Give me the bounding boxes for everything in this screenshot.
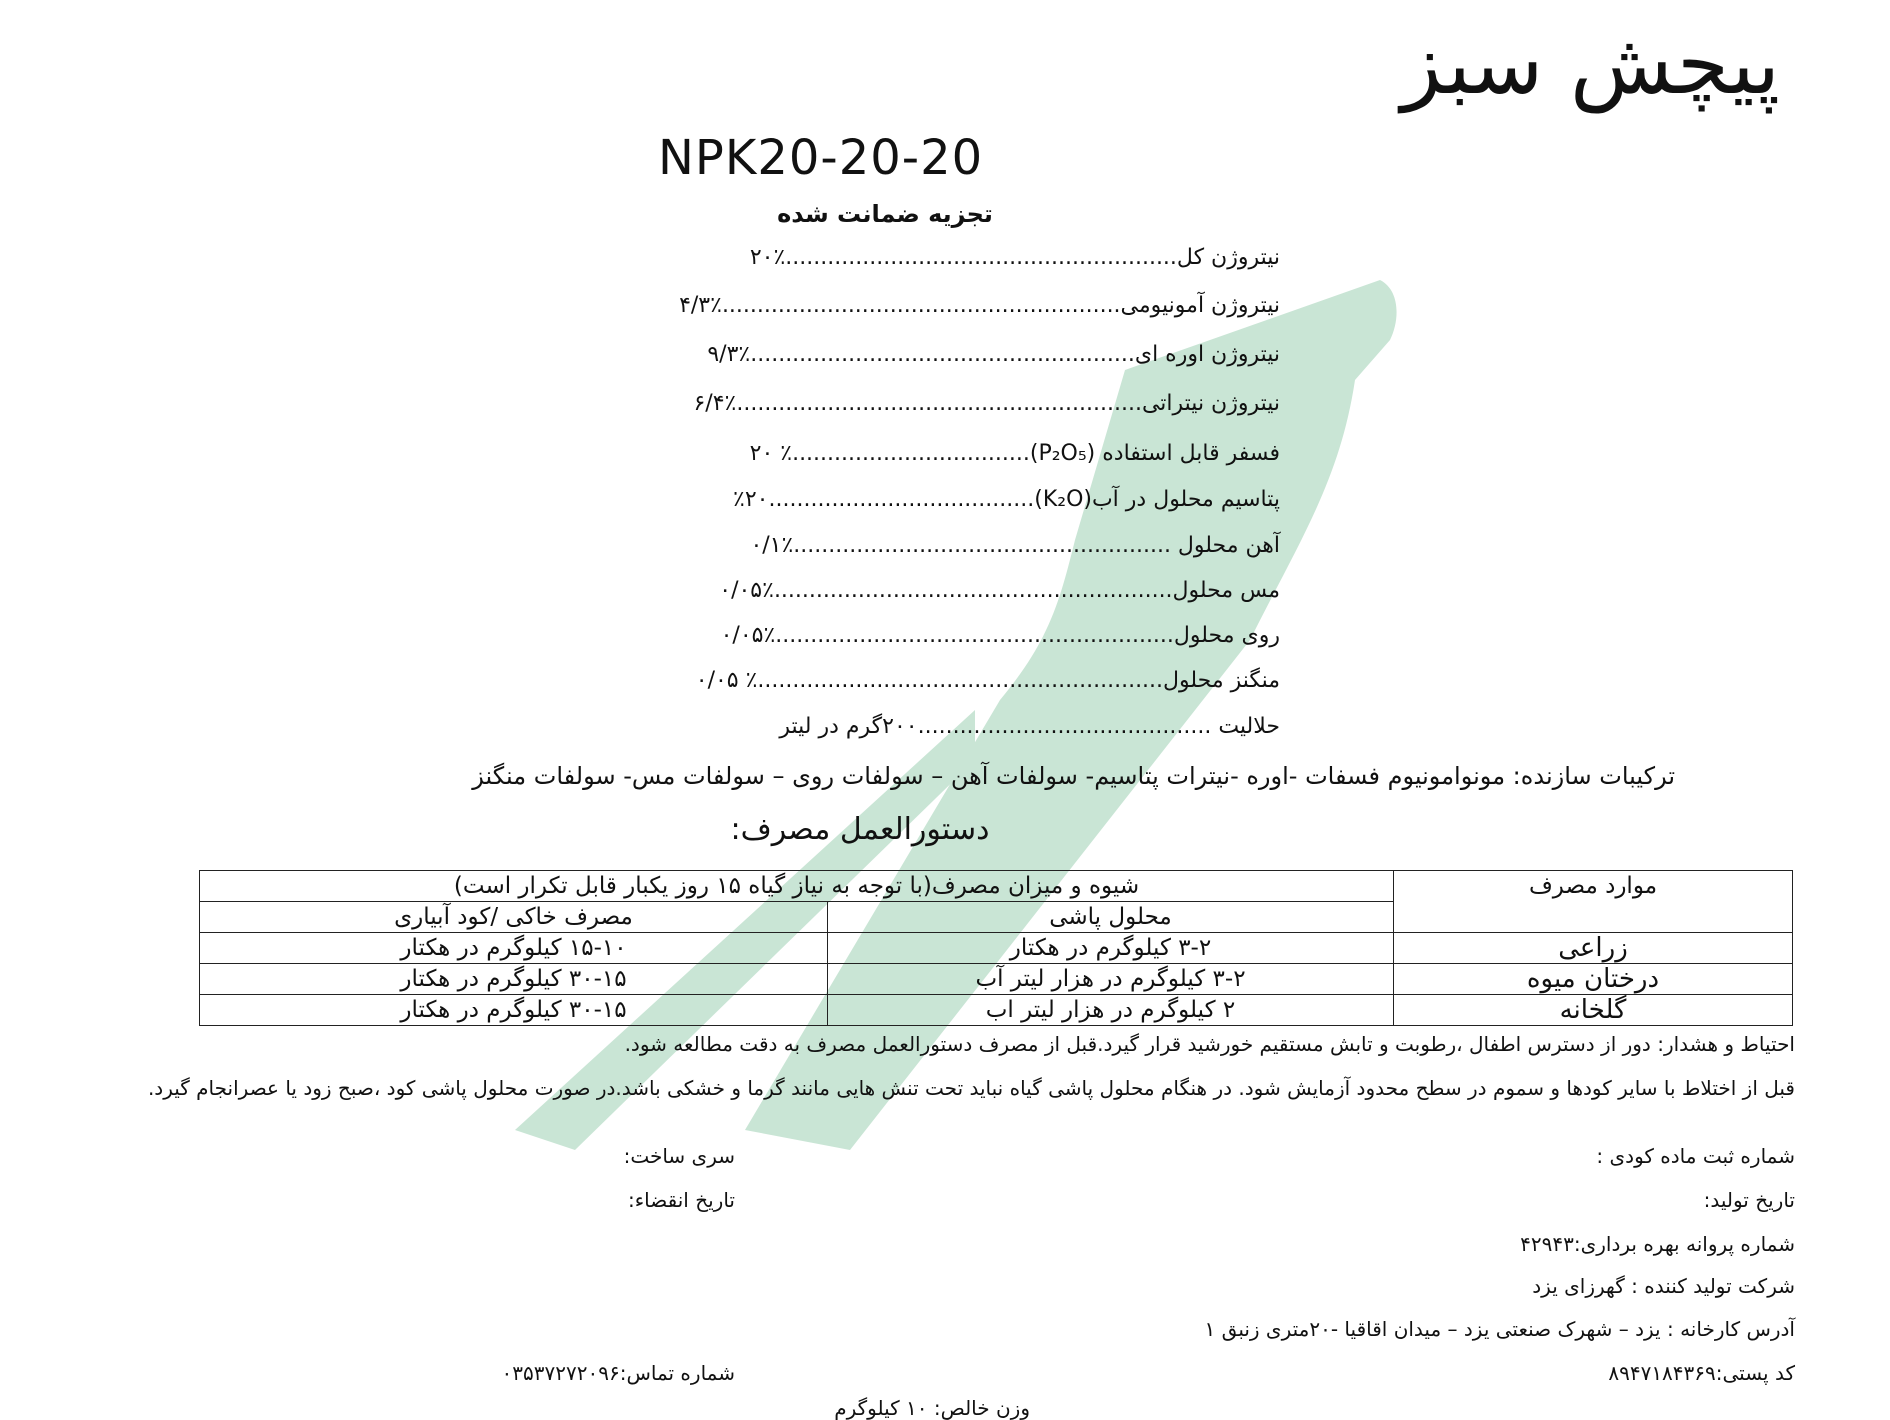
row-use: درختان میوه bbox=[1394, 964, 1793, 995]
row-soil: ۳۰-۱۵ کیلوگرم در هکتار bbox=[200, 964, 828, 995]
spec-copper: مس محلول.........................................................٪۰/۰۵ bbox=[719, 578, 1280, 603]
production-date: تاریخ تولید: bbox=[1703, 1188, 1795, 1212]
factory-address: آدرس کارخانه : یزد – شهرک صنعتی یزد – میدان اقاقیا -۲۰متری زنبق ۱ bbox=[1204, 1317, 1795, 1341]
warning-line-2: قبل از اختلاط با سایر کودها و سموم در سطح محدود آزمایش شود. در هنگام محلول پاشی گیاه نباید تحت تنش هایی مانند گرما و خشکی باشد.در صورت محلول پاشی کود ،صبح زود یا عصرانجام گیرد. bbox=[147, 1076, 1795, 1100]
batch-number: سری ساخت: bbox=[623, 1144, 735, 1168]
spec-phosphorus: فسفر قابل استفاده (P₂O₅)..................................٪ ۲۰ bbox=[749, 441, 1280, 466]
spec-manganese: منگنز محلول..........................................................٪ ۰/۰۵ bbox=[695, 668, 1280, 693]
license-number: شماره پروانه بهره برداری:۴۲۹۴۳ bbox=[1520, 1232, 1795, 1256]
spec-nitrate-nitrogen: نیتروژن نیتراتی..........................................................٪۶/۴ bbox=[693, 391, 1280, 416]
product-name: NPK20-20-20 bbox=[658, 130, 984, 186]
header-foliar: محلول پاشی bbox=[828, 902, 1394, 933]
spec-zinc: روی محلول.........................................................٪۰/۰۵ bbox=[720, 623, 1280, 648]
header-soil: مصرف خاکی /کود آبیاری bbox=[200, 902, 828, 933]
postal-code: کد پستی:۸۹۴۷۱۸۴۳۶۹ bbox=[1608, 1361, 1795, 1385]
row-foliar: ۳-۲ کیلوگرم در هزار لیتر آب bbox=[828, 964, 1394, 995]
row-foliar: ۲ کیلوگرم در هزار لیتر اب bbox=[828, 995, 1394, 1026]
row-foliar: ۳-۲ کیلوگرم در هکتار bbox=[828, 933, 1394, 964]
ingredients-line: ترکیبات سازنده: مونوامونیوم فسفات -اوره -نیترات پتاسیم- سولفات آهن – سولفات روی – سولفات مس- سولفات منگنز bbox=[472, 762, 1675, 790]
row-use: زراعی bbox=[1394, 933, 1793, 964]
table-header-row bbox=[200, 871, 1793, 902]
spec-total-nitrogen: نیتروژن کل........................................................٪۲۰ bbox=[749, 245, 1280, 270]
warning-line-1: احتیاط و هشدار: دور از دسترس اطفال ،رطوبت و تابش مستقیم خورشید قرار گیرد.قبل از مصرف دستورالعمل مصرف به دقت مطالعه شود. bbox=[624, 1032, 1795, 1056]
header-method: شیوه و میزان مصرف(با توجه به نیاز گیاه ۱۵ روز یکبار قابل تکرار است) bbox=[200, 871, 1394, 902]
spec-iron: آهن محلول ......................................................٪۰/۱ bbox=[750, 533, 1280, 558]
header-uses: موارد مصرف bbox=[1394, 871, 1793, 933]
registration-number: شماره ثبت ماده کودی : bbox=[1596, 1144, 1795, 1168]
table-row bbox=[200, 933, 1793, 964]
analysis-title: تجزیه ضمانت شده bbox=[777, 200, 993, 228]
phone-number: شماره تماس:۰۳۵۳۷۲۷۲۰۹۶ bbox=[501, 1361, 735, 1385]
dosage-table bbox=[199, 870, 1793, 1026]
spec-urea-nitrogen: نیتروژن اوره ای.......................................................٪۹/۳ bbox=[707, 342, 1280, 367]
expiry-date: تاریخ انقضاء: bbox=[628, 1188, 735, 1212]
row-use: گلخانه bbox=[1394, 995, 1793, 1026]
spec-solubility: حلالیت ..........................................۲۰۰گرم در لیتر bbox=[779, 714, 1280, 739]
spec-ammonium-nitrogen: نیتروژن آمونیومی.........................................................٪۴/۳ bbox=[679, 293, 1280, 318]
row-soil: ۱۵-۱۰ کیلوگرم در هکتار bbox=[200, 933, 828, 964]
usage-heading: دستورالعمل مصرف: bbox=[730, 812, 990, 847]
brand-title: پیچش سبز bbox=[1401, 15, 1780, 113]
row-soil: ۳۰-۱۵ کیلوگرم در هکتار bbox=[200, 995, 828, 1026]
spec-potassium: پتاسیم محلول در آب(K₂O)......................................٪۲۰ bbox=[733, 487, 1280, 512]
net-weight: وزن خالص: ۱۰ کیلوگرم bbox=[834, 1396, 1030, 1420]
table-row bbox=[200, 995, 1793, 1026]
table-row bbox=[200, 964, 1793, 995]
producer-company: شرکت تولید کننده : گهرزای یزد bbox=[1532, 1274, 1795, 1298]
